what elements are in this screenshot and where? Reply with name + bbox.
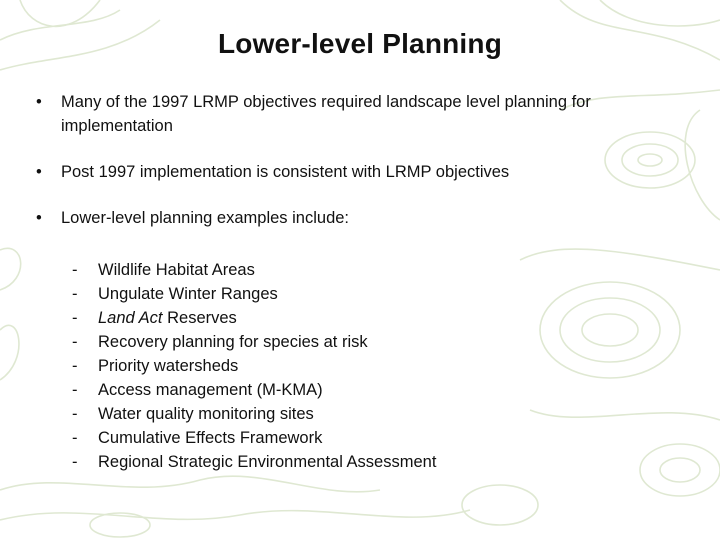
bullet-item: • Lower-level planning examples include: [36, 206, 676, 230]
example-item: - Regional Strategic Environmental Assessment [72, 450, 436, 474]
bullet-item: • Many of the 1997 LRMP objectives required landscape level planning for implementation [36, 90, 676, 138]
example-item [72, 306, 436, 330]
example-item: - Wildlife Habitat Areas [72, 258, 436, 282]
examples-list [72, 258, 436, 474]
example-item: - Access management (M-KMA) [72, 378, 436, 402]
bullet-list [36, 90, 676, 252]
example-item-rest: Reserves [162, 309, 237, 327]
slide-title: Lower-level Planning [217, 28, 503, 59]
example-item: - Priority watersheds [72, 354, 436, 378]
example-item: - Ungulate Winter Ranges [72, 282, 436, 306]
example-item-italic: Land Act [98, 309, 163, 327]
example-item: - Recovery planning for species at risk [72, 330, 436, 354]
bullet-item: • Post 1997 implementation is consistent with LRMP objectives [36, 160, 676, 184]
example-item: - Water quality monitoring sites [72, 402, 436, 426]
example-item: - Cumulative Effects Framework [72, 426, 436, 450]
